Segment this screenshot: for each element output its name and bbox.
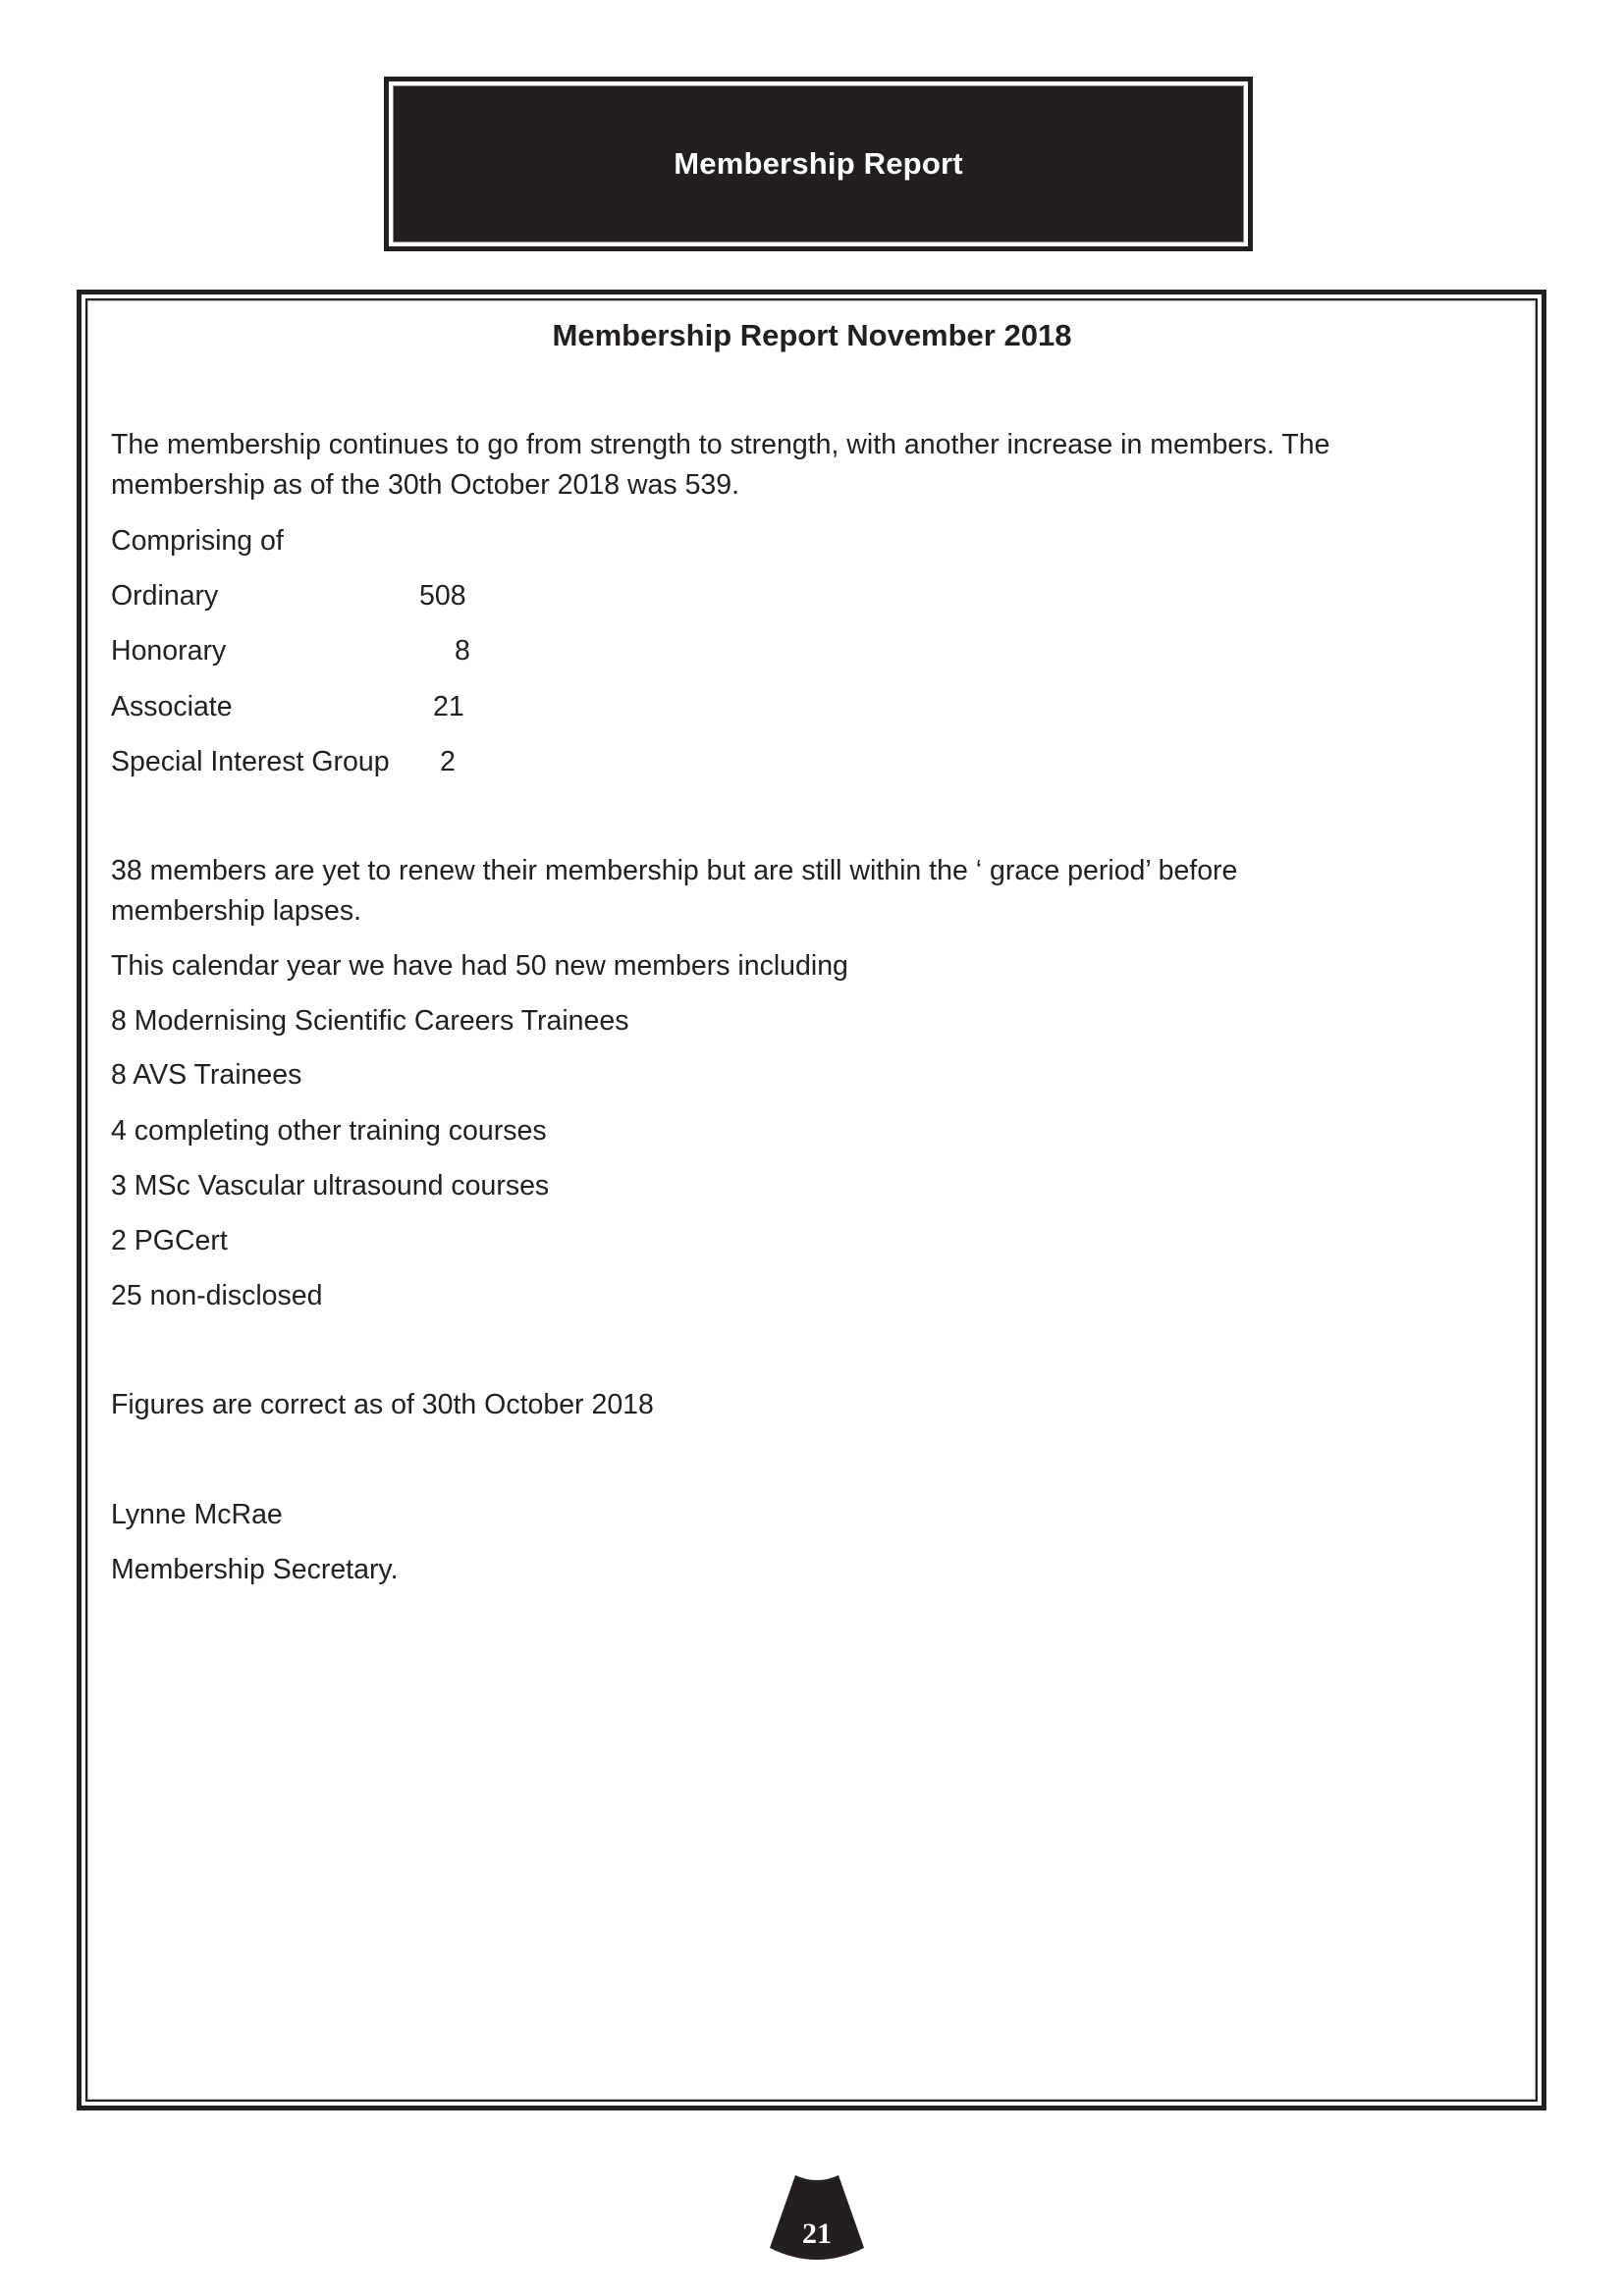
- new-member-item: 25 non-disclosed: [111, 1280, 323, 1311]
- breakdown-value-special-interest-group: 2: [440, 746, 456, 777]
- figures-note: Figures are correct as of 30th October 2018: [111, 1389, 654, 1420]
- breakdown-label-honorary: Honorary: [111, 635, 227, 667]
- new-member-item: 8 Modernising Scientific Careers Trainees: [111, 1005, 629, 1037]
- new-member-item: 2 PGCert: [111, 1225, 228, 1256]
- new-member-item: 3 MSc Vascular ultrasound courses: [111, 1170, 550, 1201]
- page-number: 21: [802, 2217, 832, 2250]
- intro-line-1: The membership continues to go from strength to strength, with another increase in members. The: [111, 429, 1330, 460]
- comprising-label: Comprising of: [111, 525, 284, 557]
- section-title: Membership Report: [674, 146, 963, 181]
- breakdown-label-associate: Associate: [111, 691, 233, 722]
- new-member-item: 8 AVS Trainees: [111, 1059, 302, 1091]
- signature-role: Membership Secretary.: [111, 1554, 399, 1585]
- signature-name: Lynne McRae: [111, 1499, 283, 1530]
- breakdown-label-special-interest-group: Special Interest Group: [111, 746, 390, 777]
- grace-line-2: membership lapses.: [111, 895, 362, 927]
- breakdown-value-associate: 21: [433, 691, 464, 722]
- breakdown-label-ordinary: Ordinary: [111, 580, 219, 612]
- grace-line-1: 38 members are yet to renew their membership but are still within the ‘ grace period’ before: [111, 855, 1238, 886]
- new-member-item: 4 completing other training courses: [111, 1115, 547, 1147]
- breakdown-value-honorary: 8: [455, 635, 470, 667]
- section-header-fill: [393, 85, 1244, 242]
- breakdown-value-ordinary: 508: [419, 580, 466, 612]
- report-heading: Membership Report November 2018: [552, 318, 1072, 352]
- intro-line-2: membership as of the 30th October 2018 was 539.: [111, 469, 740, 501]
- new-members-intro: This calendar year we have had 50 new members including: [111, 950, 848, 982]
- section-header-banner: [384, 77, 1253, 251]
